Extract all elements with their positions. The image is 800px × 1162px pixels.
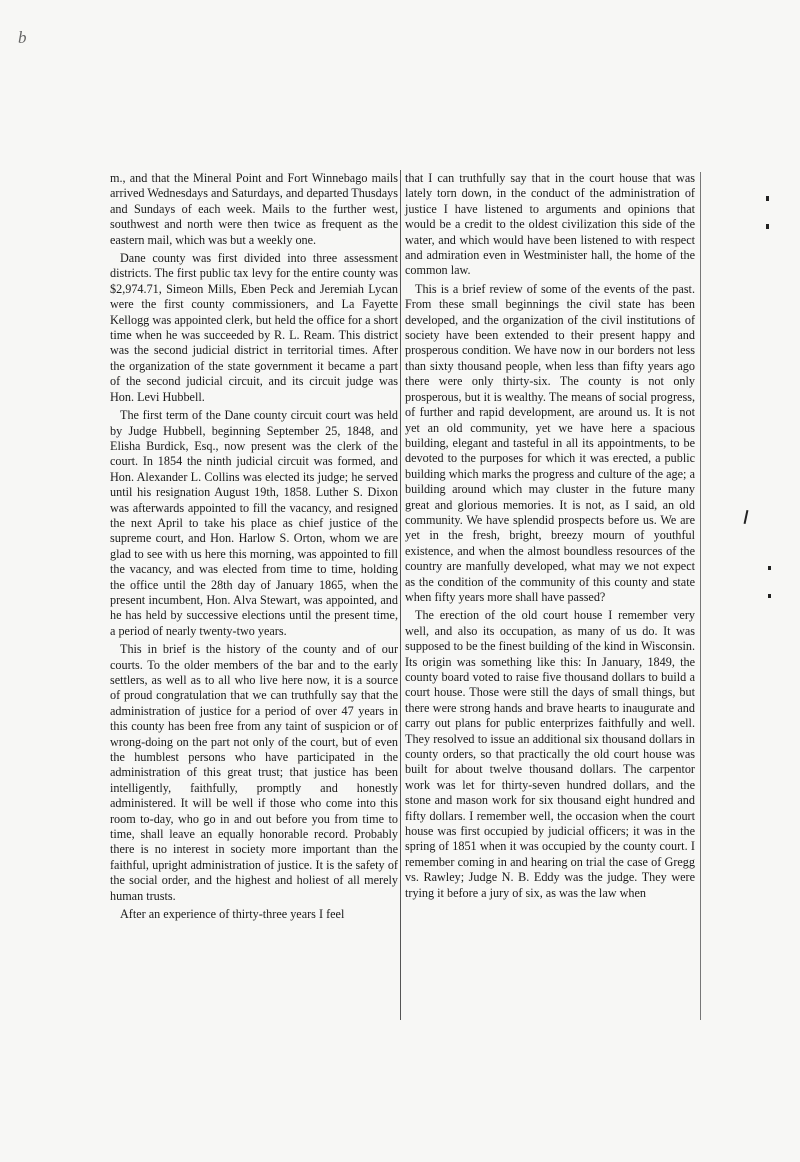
right-paragraph-1: that I can truthfully say that in the court house that was lately torn down, in the conduct of the administration of justice I have listened to arguments and opinions that would be a credit to the oldest civilization this side of the water, and which would have been listened to with respect and admiration even in Westminister hall, the home of the common law. — [405, 171, 695, 278]
right-column — [405, 171, 695, 904]
left-paragraph-5: After an experience of thirty-three years I feel — [120, 907, 345, 922]
left-paragraph-3: The first term of the Dane county circuit court was held by Judge Hubbell, beginning September 25, 1848, and Elisha Burdick, Esq., now present was the clerk of the court. In 1854 the ninth judicial circuit was formed, and Hon. Alexander L. Collins was elected its judge; he served until his resignation August 19th, 1858. Luther S. Dixon was afterwards appointed to fill the vacancy, and resigned the next April to take his place as chief justice of the supreme court, and Hon. Harlow S. Orton, whom we are glad to see with us here this morning, was appointed to fill the vacancy, and was elected from time to time, holding the office until the 28th day of January 1865, when the present incumbent, Hon. Alva Stewart, was appointed, and he has held by successive elections until the present time, a period of nearly twenty-two years. — [110, 408, 398, 638]
left-paragraph-2: Dane county was first divided into three assessment districts. The first public tax levy for the entire county was $2,974.71, Simeon Mills, Eben Peck and Jeremiah Lycan were the first county commissioners, and La Fayette Kellogg was appointed clerk, but held the office for a short time when he was succeeded by R. L. Ream. This district was the second judicial district in territorial times. After the organization of the state government it became a part of the second judicial circuit, and its circuit judge was Hon. Levi Hubbell. — [110, 251, 398, 404]
margin-speck — [766, 224, 769, 229]
corner-pencil-mark: b — [18, 28, 27, 47]
margin-speck — [768, 566, 771, 570]
column-divider — [400, 170, 401, 1020]
right-margin-rule — [700, 172, 701, 1020]
margin-pencil-stroke — [744, 510, 749, 524]
left-paragraph-4: This in brief is the history of the county and of our courts. To the older members of the bar and to the early settlers, as well as to all who live here now, it is a source of proud congratulation that we can truthfully say that the administration of justice for a period of over 47 years in this county has been free from any taint of suspicion or of wrong-doing on the part not only of the court, but of even the humblest persons who have participated in the administration of this great trust; that justice has been intelligently, faithfully, promptly and honestly administered. It will be well if those who come into this room to-day, who go in and out before you from time to time, shall leave an equally honorable record. Probably there is no interest in society more important than the faithful, upright administration of justice. It is the safety of the social order, and the highest and holiest of all merely human trusts. — [110, 642, 398, 903]
left-column — [110, 171, 398, 926]
right-paragraph-3: The erection of the old court house I remember very well, and also its occupation, as many of us do. It was supposed to be the finest building of the kind in Wisconsin. Its origin was something like this: In January, 1849, the county board voted to raise five thousand dollars to build a court house. Those were still the days of small things, but there were strong hands and brave hearts to inaugurate and carry out plans for public enterprizes faithfully and well. They resolved to issue an additional six thousand dollars in county orders, so that practically the old court house was built for about twelve thousand dollars. The carpentor work was let for thirty-seven hundred dollars, and the stone and mason work for six thousand eight hundred and fifty dollars. I remember well, the occasion when the court house was first occupied by judicial officers; it was in the spring of 1851 when it was occupied by the county court. I remember coming in and hearing on trial the case of Gregg vs. Rawley; Judge N. B. Eddy was the judge. They were trying it before a jury of six, as was the law when — [405, 608, 695, 900]
margin-speck — [766, 196, 769, 201]
left-paragraph-1: m., and that the Mineral Point and Fort Winnebago mails arrived Wednesdays and Saturdays, and departed Thusdays and Sundays of each week. Mails to the further west, southwest and north were then twice as frequent as the eastern mail, which was but a weekly one. — [110, 171, 398, 247]
right-paragraph-2: This is a brief review of some of the events of the past. From these small beginnings the civil state has been developed, and the organization of the civil institutions of society have been extended to their present happy and prosperous condition. We have now in our borders not less than sixty thousand people, when less than fifty years ago there were only thirty-six. The county is not only prosperous, but it is wealthy. The means of social progress, of further and rapid development, are around us. It is not yet an old community, yet we have here a spacious building, elegant and tasteful in all its appointments, to be devoted to the purposes for which it was erected, a public building which marks the progress and culture of the age; a building around which may cluster in the future many great and glorious memories. It is not, as I said, an old community. We have splendid prospects before us. We are yet in the fresh, bright, breezy mourn of youthful existence, and when the almost boundless resources of the country are manfully developed, what may we not expect as the condition of the community of this county and state when fifty years more shall have passed? — [405, 281, 695, 604]
margin-speck — [768, 594, 771, 598]
